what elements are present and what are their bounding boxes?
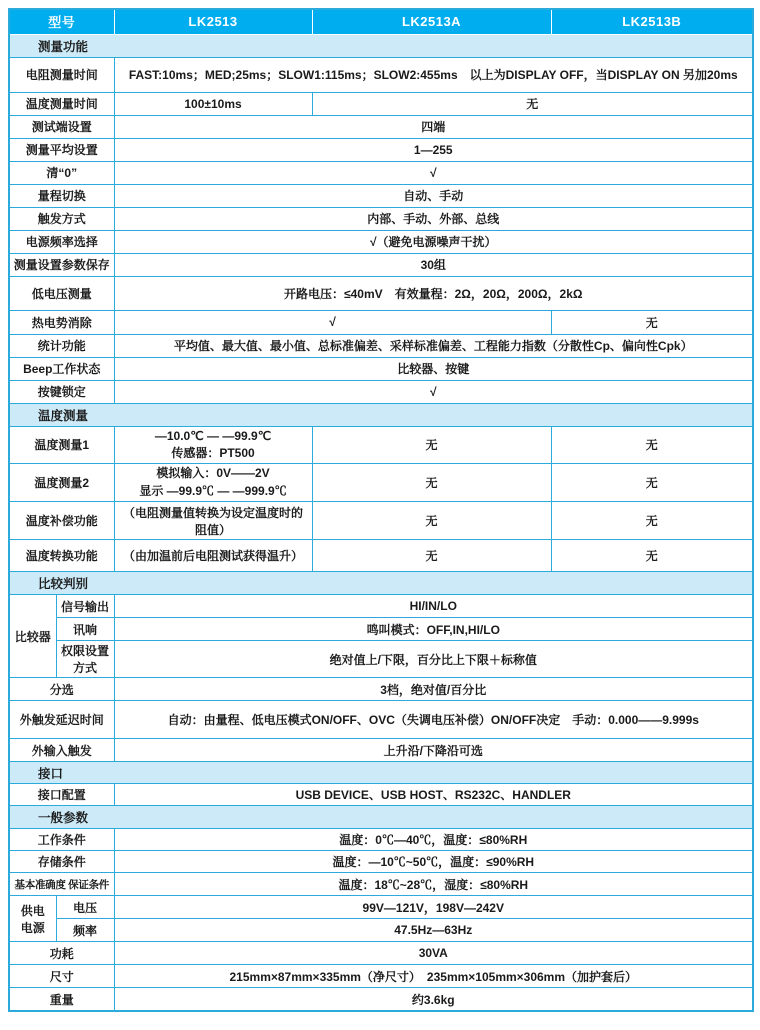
temp2-analog-input: 模拟输入：0V——2V [156,466,270,481]
section-row [9,34,753,57]
value-accuracy-conditions: 温度：18℃~28℃，湿度：≤80%RH [114,873,753,896]
temp1-range: —10.0℃ — —99.9℃ [154,428,272,443]
value-temp2-lk2513 [114,464,312,502]
label-consumption: 功耗 [9,942,114,965]
value-temp-compensation-lk2513: （电阻测量值转换为设定温度时的阻值） [114,502,312,540]
label-temp2: 温度测量2 [9,464,114,502]
table-row [9,739,753,762]
label-beep: Beep工作状态 [9,357,114,380]
temp2-display-range: 显示 —99.9℃ — —999.9℃ [139,483,287,498]
table-row [9,919,753,942]
table-row [9,502,753,540]
table-row [9,426,753,464]
value-temp2-lk2513b: 无 [551,464,753,502]
value-operating-conditions: 温度：0℃—40℃，温度：≤80%RH [114,829,753,851]
value-weight: 约3.6kg [114,988,753,1011]
table-row [9,829,753,851]
table-row [9,595,753,618]
value-key-lock: √ [114,380,753,403]
spec-table [8,8,754,1012]
label-average: 测量平均设置 [9,138,114,161]
column-header-lk2513a: LK2513A [312,9,551,34]
value-consumption: 30VA [114,942,753,965]
label-temp1: 温度测量1 [9,426,114,464]
table-row [9,276,753,310]
label-resistance-time: 电阻测量时间 [9,57,114,92]
table-row [9,540,753,572]
label-sorting: 分选 [9,678,114,701]
value-temp1-lk2513b: 无 [551,426,753,464]
power-supply-label-line2: 电源 [20,920,45,935]
value-temp1-lk2513 [114,426,312,464]
table-row [9,701,753,739]
table-row [9,207,753,230]
value-temp2-lk2513a: 无 [312,464,551,502]
table-row [9,92,753,115]
table-row [9,784,753,806]
section-row [9,403,753,426]
label-temp-compensation: 温度补偿功能 [9,502,114,540]
label-ext-delay: 外触发延迟时间 [9,701,114,739]
label-trigger-mode: 触发方式 [9,207,114,230]
section-title-compare: 比较判别 [9,572,753,595]
label-clear-zero: 清“0” [9,161,114,184]
value-dimensions: 215mm×87mm×335mm（净尺寸） 235mm×105mm×306mm（加护套后） [114,965,753,988]
value-temp-conversion-lk2513a: 无 [312,540,551,572]
table-row [9,641,753,678]
label-dimensions: 尺寸 [9,965,114,988]
label-buzzer: 讯响 [56,618,114,641]
label-statistics: 统计功能 [9,334,114,357]
label-thermal-emf: 热电势消除 [9,310,114,334]
value-temp-time-others: 无 [312,92,753,115]
table-row [9,618,753,641]
value-range-switch: 自动、手动 [114,184,753,207]
table-row [9,334,753,357]
label-accuracy-conditions: 基本准确度 保证条件 [9,873,114,896]
value-ext-trigger: 上升沿/下降沿可选 [114,739,753,762]
label-voltage: 电压 [56,896,114,919]
label-weight: 重量 [9,988,114,1011]
value-temp-conversion-lk2513b: 无 [551,540,753,572]
label-line-freq: 电源频率选择 [9,230,114,253]
table-row [9,678,753,701]
value-resistance-time: FAST:10ms；MED;25ms；SLOW1:115ms；SLOW2:455ms 以上为DISPLAY OFF，当DISPLAY ON 另加20ms [114,57,753,92]
value-temp1-lk2513a: 无 [312,426,551,464]
section-row [9,762,753,784]
value-thermal-emf-lk2513b: 无 [551,310,753,334]
section-row [9,806,753,829]
label-operating-conditions: 工作条件 [9,829,114,851]
table-row [9,161,753,184]
table-row [9,942,753,965]
value-average: 1—255 [114,138,753,161]
label-temp-conversion: 温度转换功能 [9,540,114,572]
value-beep: 比较器、按键 [114,357,753,380]
label-limit-mode: 权限设置方式 [56,641,114,678]
table-row [9,253,753,276]
table-row [9,310,753,334]
label-storage-conditions: 存储条件 [9,851,114,873]
value-thermal-emf-lk2513-a: √ [114,310,551,334]
table-row [9,230,753,253]
value-temp-compensation-lk2513b: 无 [551,502,753,540]
header-row [9,9,753,34]
section-title-general: 一般参数 [9,806,753,829]
value-voltage: 99V—121V，198V—242V [114,896,753,919]
value-trigger-mode: 内部、手动、外部、总线 [114,207,753,230]
section-title-interface: 接口 [9,762,753,784]
section-row [9,572,753,595]
value-ext-delay: 自动：由量程、低电压模式ON/OFF、OVC（失调电压补偿）ON/OFF决定 手动：0.000——9.999s [114,701,753,739]
value-temp-compensation-lk2513a: 无 [312,502,551,540]
value-line-freq: √（避免电源噪声干扰） [114,230,753,253]
table-row [9,464,753,502]
table-row [9,851,753,873]
table-row [9,184,753,207]
value-signal-output: HI/IN/LO [114,595,753,618]
column-header-lk2513: LK2513 [114,9,312,34]
value-buzzer: 鸣叫模式：OFF,IN,HI/LO [114,618,753,641]
power-supply-label-line1: 供电 [20,903,45,918]
value-terminal: 四端 [114,115,753,138]
temp1-sensor: 传感器：PT500 [171,445,255,460]
label-ext-trigger: 外输入触发 [9,739,114,762]
table-row [9,965,753,988]
label-key-lock: 按键锁定 [9,380,114,403]
label-low-voltage: 低电压测量 [9,276,114,310]
label-frequency: 频率 [56,919,114,942]
value-storage-conditions: 温度：—10℃~50℃，温度：≤90%RH [114,851,753,873]
section-title-temperature: 温度测量 [9,403,753,426]
table-row [9,873,753,896]
column-header-model: 型号 [9,9,114,34]
group-label-power-supply [9,896,56,942]
label-save-params: 测量设置参数保存 [9,253,114,276]
value-clear-zero: √ [114,161,753,184]
table-row [9,57,753,92]
column-header-lk2513b: LK2513B [551,9,753,34]
label-range-switch: 量程切换 [9,184,114,207]
value-save-params: 30组 [114,253,753,276]
label-temp-time: 温度测量时间 [9,92,114,115]
table-row [9,988,753,1011]
table-row [9,380,753,403]
label-signal-output: 信号输出 [56,595,114,618]
value-frequency: 47.5Hz—63Hz [114,919,753,942]
value-interface-config: USB DEVICE、USB HOST、RS232C、HANDLER [114,784,753,806]
value-sorting: 3档，绝对值/百分比 [114,678,753,701]
table-row [9,896,753,919]
label-interface-config: 接口配置 [9,784,114,806]
table-row [9,115,753,138]
table-row [9,357,753,380]
table-row [9,138,753,161]
value-temp-time-lk2513: 100±10ms [114,92,312,115]
value-temp-conversion-lk2513: （由加温前后电阻测试获得温升） [114,540,312,572]
label-terminal: 测试端设置 [9,115,114,138]
section-title-measure: 测量功能 [9,34,753,57]
group-label-comparator: 比较器 [9,595,56,678]
value-low-voltage: 开路电压：≤40mV 有效量程：2Ω，20Ω，200Ω，2kΩ [114,276,753,310]
value-limit-mode: 绝对值上/下限，百分比上下限＋标称值 [114,641,753,678]
value-statistics: 平均值、最大值、最小值、总标准偏差、采样标准偏差、工程能力指数（分散性Cp、偏向性Cpk） [114,334,753,357]
